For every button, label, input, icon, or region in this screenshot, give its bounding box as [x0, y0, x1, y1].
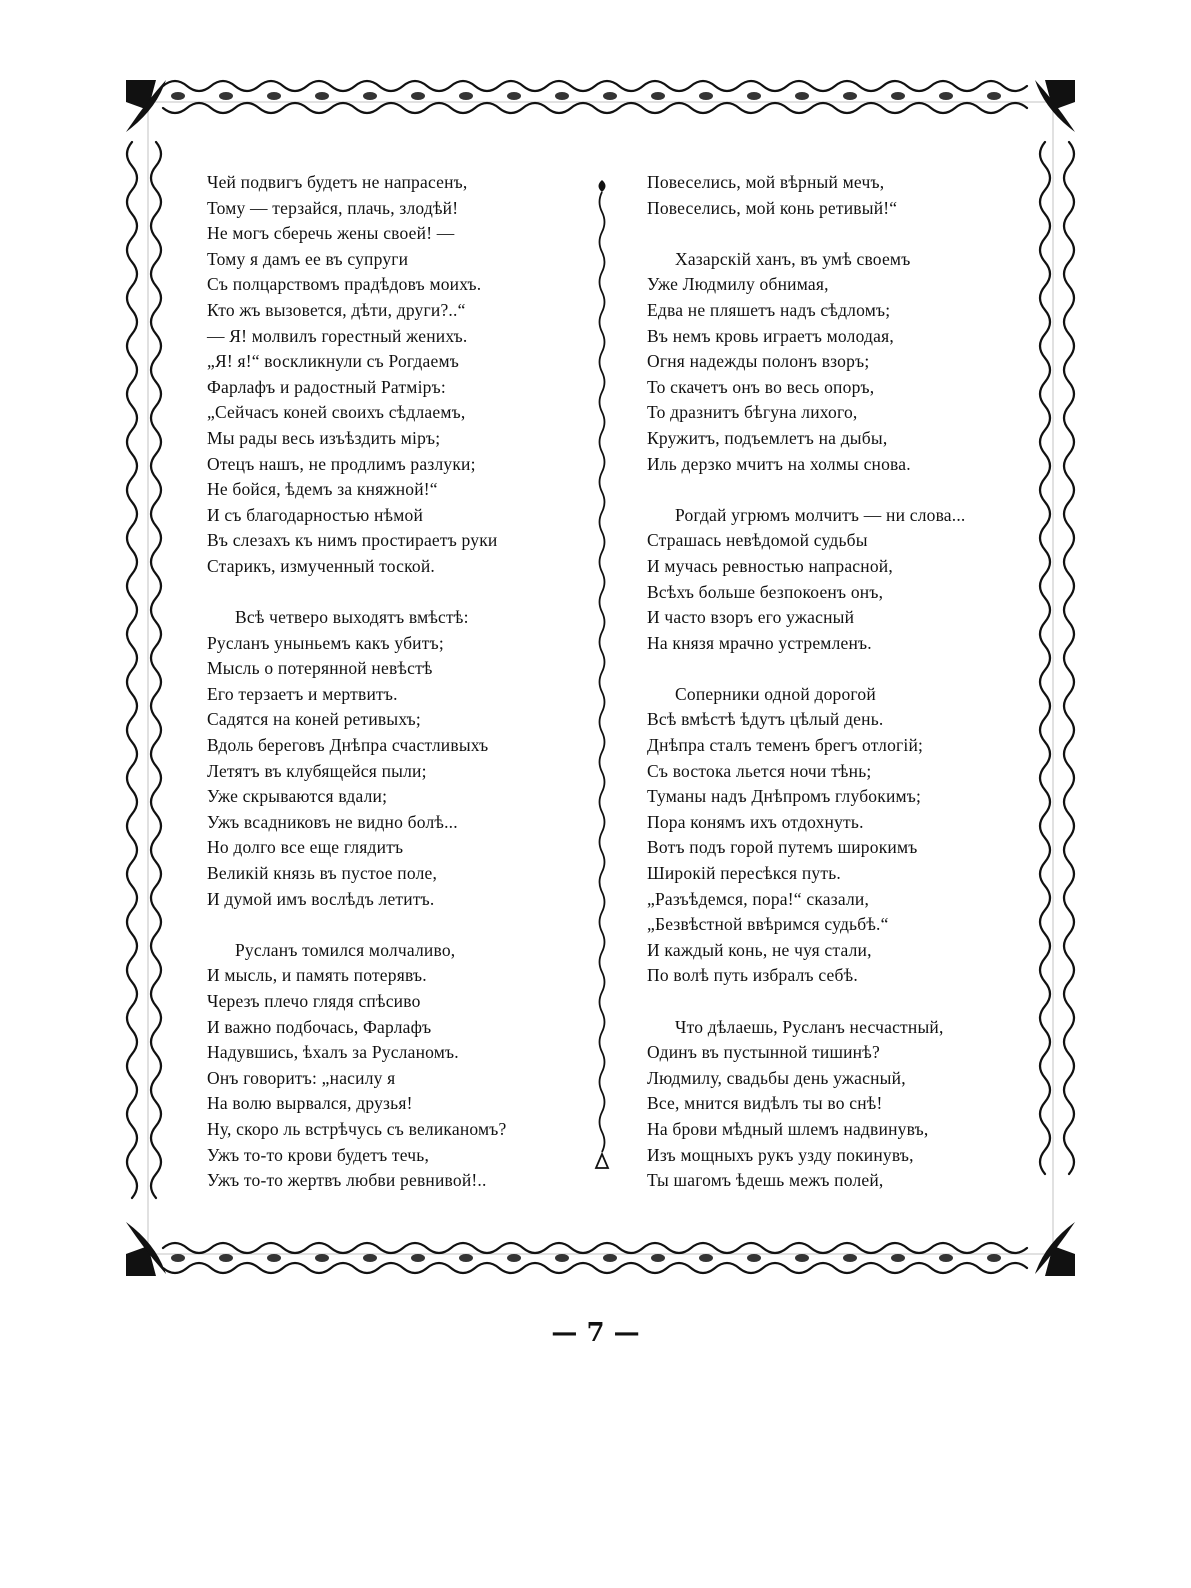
- verse-line: Въ слезахъ къ нимъ простираетъ руки: [207, 530, 498, 551]
- vine-column-divider: [592, 178, 612, 1170]
- verse-line: Страшась невѣдомой судьбы: [647, 530, 868, 551]
- verse-line: Тому я дамъ ее въ супруги: [207, 248, 409, 269]
- verse-line: Летятъ въ клубящейся пыли;: [207, 760, 427, 781]
- stanza: [207, 938, 597, 1194]
- verse-line: Пора конямъ ихъ отдохнуть.: [647, 811, 864, 832]
- left-text-column: [207, 170, 597, 1219]
- verse-line: И мысль, и память потерявъ.: [207, 965, 427, 986]
- verse-line: Едва не пляшетъ надъ сѣдломъ;: [647, 299, 891, 320]
- verse-line: Тому — терзайся, плачь, злодѣй!: [207, 197, 459, 218]
- verse-line: Ужъ всадниковъ не видно болѣ...: [207, 811, 458, 832]
- verse-line: Что дѣлаешь, Русланъ несчастный,: [675, 1016, 944, 1037]
- verse-line: Огня надежды полонъ взоръ;: [647, 351, 870, 372]
- verse-line: Всѣ четверо выходятъ вмѣстѣ:: [235, 607, 469, 628]
- verse-line: Все, мнится видѣлъ ты во снѣ!: [647, 1093, 883, 1114]
- verse-line: Рогдай угрюмъ молчитъ — ни слова...: [675, 504, 966, 525]
- verse-line: Всѣхъ больше безпокоенъ онъ,: [647, 581, 884, 602]
- verse-line: Ужъ то-то жертвъ любви ревнивой!..: [207, 1170, 487, 1191]
- stanza: [647, 682, 1037, 989]
- verse-line: Вдоль береговъ Днѣпра счастливыхъ: [207, 735, 489, 756]
- verse-line: Широкій пересѣкся путь.: [647, 863, 841, 884]
- verse-line: Соперники одной дорогой: [675, 683, 876, 704]
- verse-line: Изъ мощныхъ рукъ узду покинувъ,: [647, 1144, 914, 1165]
- verse-line: Вотъ подъ горой путемъ широкимъ: [647, 837, 918, 858]
- verse-line: И думой имъ вослѣдъ летитъ.: [207, 888, 435, 909]
- verse-line: То дразнитъ бѣгуна лихого,: [647, 402, 858, 423]
- verse-line: Мы рады весь изъѣздить міръ;: [207, 427, 441, 448]
- stanza: [647, 1015, 1037, 1194]
- verse-line: Онъ говоритъ: „насилу я: [207, 1067, 396, 1088]
- verse-line: Русланъ томился молчаливо,: [235, 939, 456, 960]
- verse-line: Надувшись, ѣхалъ за Русланомъ.: [207, 1042, 459, 1063]
- verse-line: Русланъ уныньемъ какъ убитъ;: [207, 632, 444, 653]
- verse-line: На князя мрачно устремленъ.: [647, 632, 872, 653]
- verse-line: Кто жъ вызовется, дѣти, други?..“: [207, 299, 466, 320]
- verse-line: Въ немъ кровь играетъ молодая,: [647, 325, 894, 346]
- stanza: [647, 247, 1037, 477]
- verse-line: На волю вырвался, друзья!: [207, 1093, 413, 1114]
- verse-line: „Безвѣстной ввѣримся судьбѣ.“: [647, 914, 889, 935]
- verse-line: И часто взоръ его ужасный: [647, 607, 855, 628]
- verse-line: И каждый конь, не чуя стали,: [647, 939, 872, 960]
- stanza: [647, 170, 1037, 221]
- verse-line: Великій князь въ пустое поле,: [207, 863, 438, 884]
- verse-line: Не бойся, ѣдемъ за княжной!“: [207, 479, 438, 500]
- verse-line: Его терзаетъ и мертвитъ.: [207, 683, 398, 704]
- stanza: [207, 170, 597, 580]
- verse-line: Людмилу, свадьбы день ужасный,: [647, 1067, 906, 1088]
- verse-line: На брови мѣдный шлемъ надвинувъ,: [647, 1118, 929, 1139]
- verse-line: Туманы надъ Днѣпромъ глубокимъ;: [647, 786, 922, 807]
- verse-line: Фарлафъ и радостный Ратміръ:: [207, 376, 446, 397]
- verse-line: Уже Людмилу обнимая,: [647, 274, 829, 295]
- verse-line: Отецъ нашъ, не продлимъ разлуки;: [207, 453, 476, 474]
- verse-line: — Я! молвилъ горестный женихъ.: [207, 325, 468, 346]
- page-number: — 7 —: [551, 1318, 640, 1348]
- verse-line: И мучась ревностью напрасной,: [647, 555, 893, 576]
- stanza: [647, 503, 1037, 657]
- verse-line: Старикъ, измученный тоской.: [207, 555, 436, 576]
- verse-line: Одинъ въ пустынной тишинѣ?: [647, 1042, 880, 1063]
- verse-line: То скачетъ онъ во весь опоръ,: [647, 376, 875, 397]
- verse-line: Но долго все еще глядитъ: [207, 837, 404, 858]
- verse-line: „Я! я!“ воскликнули съ Рогдаемъ: [207, 351, 459, 372]
- verse-line: Иль дерзко мчитъ на холмы снова.: [647, 453, 911, 474]
- verse-line: Повеселись, мой конь ретивый!“: [647, 197, 898, 218]
- verse-line: Уже скрываются вдали;: [207, 786, 388, 807]
- verse-line: Всѣ вмѣстѣ ѣдутъ цѣлый день.: [647, 709, 884, 730]
- verse-line: И съ благодарностью нѣмой: [207, 504, 424, 525]
- verse-line: „Разъѣдемся, пора!“ сказали,: [647, 888, 870, 909]
- verse-line: Повеселись, мой вѣрный мечъ,: [647, 172, 885, 192]
- verse-line: Съ востока льется ночи тѣнь;: [647, 760, 872, 781]
- verse-line: Кружитъ, подъемлетъ на дыбы,: [647, 427, 888, 448]
- stanza: [207, 605, 597, 912]
- verse-line: Чей подвигъ будетъ не напрасенъ,: [207, 172, 468, 192]
- verse-line: И важно подбочась, Фарлафъ: [207, 1016, 432, 1037]
- verse-line: Ну, скоро ль встрѣчусь съ великаномъ?: [207, 1118, 507, 1139]
- verse-line: Ужъ то-то крови будетъ течь,: [207, 1144, 430, 1165]
- verse-line: Садятся на коней ретивыхъ;: [207, 709, 421, 730]
- right-text-column: [647, 170, 1037, 1219]
- verse-line: Днѣпра сталъ теменъ брегъ отлогій;: [647, 735, 924, 756]
- verse-line: Не могъ сберечь жены своей! —: [207, 223, 455, 244]
- verse-line: „Сейчасъ коней своихъ сѣдлаемъ,: [207, 402, 466, 423]
- verse-line: Черезъ плечо глядя спѣсиво: [207, 991, 421, 1011]
- verse-line: Хазарскій ханъ, въ умѣ своемъ: [675, 248, 911, 269]
- verse-line: По волѣ путь избралъ себѣ.: [647, 965, 858, 986]
- verse-line: Мысль о потерянной невѣстѣ: [207, 658, 433, 679]
- verse-line: Ты шагомъ ѣдешь межъ полей,: [647, 1170, 884, 1191]
- verse-line: Съ полцарствомъ прадѣдовъ моихъ.: [207, 274, 482, 295]
